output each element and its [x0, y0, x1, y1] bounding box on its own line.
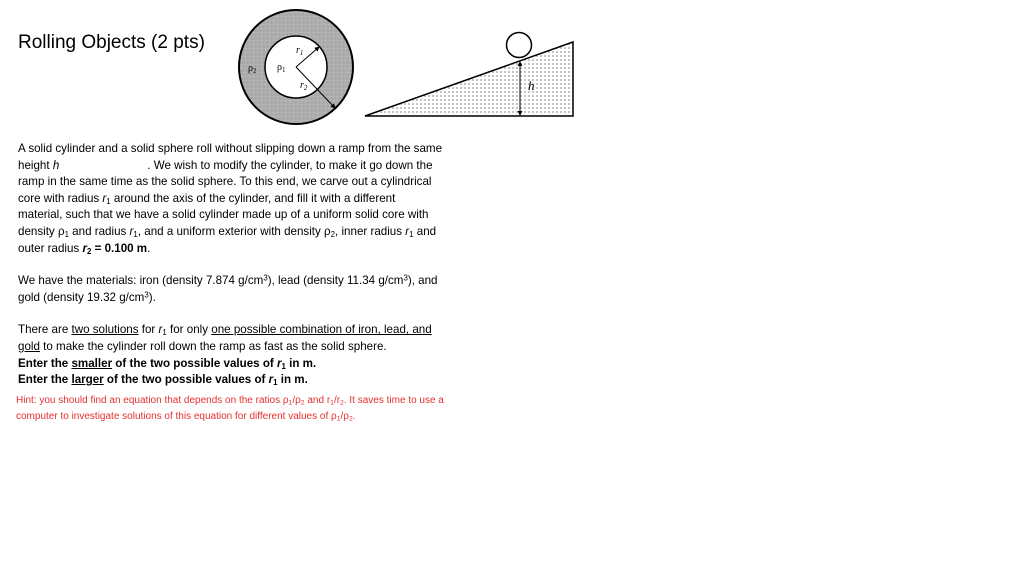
text-line: density $\rho_1$ and radius $r_1$, and a uniform exterior with density $\rho_2$, inner radius $r_1$ and [18, 224, 437, 239]
text-line: height h . We wish to modify the cylinder, to make it go down the [18, 158, 433, 172]
problem-text [18, 141, 491, 389]
paragraph-instructions [18, 322, 491, 388]
paragraph-materials [18, 273, 491, 306]
text-line: outer radius $r_2 = 0.100$ m. [18, 241, 151, 256]
height-label: h [528, 78, 535, 93]
hint-line: computer to investigate solutions of this equation for different values of $\rho_1/\rho_2$. [16, 410, 356, 423]
hint-line: Hint: you should find an equation that depends on the ratios $\rho_1/\rho_2$ and $r_1/r_2$. It saves time to use a [16, 395, 444, 407]
text-line: material, such that we have a solid cylinder made up of a uniform solid core with [18, 208, 429, 222]
text-line: ramp in the same time as the solid sphere. To this end, we carve out a cylindrical [18, 175, 432, 189]
cylinder-cross-section-figure [237, 8, 355, 126]
paragraph-description [18, 141, 491, 257]
rho1-label: $\rho_1$ [277, 62, 286, 74]
text-line: gold to make the cylinder roll down the ramp as fast as the solid sphere. [18, 339, 387, 353]
instruction-smaller: Enter the smaller of the two possible values of $r_1$ in m. [18, 356, 317, 371]
text-line: There are two solutions for $r_1$ for only one possible combination of iron, lead, and [18, 323, 432, 338]
page-title: Rolling Objects (2 pts) [18, 32, 205, 53]
hint-text [16, 393, 516, 424]
text-line: core with radius $r_1$ around the axis of the cylinder, and fill it with a different [18, 191, 396, 206]
text-line: gold (density 19.32 $g/cm^3$). [18, 290, 156, 304]
text-line: A solid cylinder and a solid sphere roll without slipping down a ramp from the same [18, 142, 443, 155]
rho2-label: $\rho_2$ [248, 63, 257, 75]
rolling-ball [507, 33, 532, 58]
ramp-figure [363, 26, 577, 120]
r1-label: $r_1$ [296, 45, 304, 57]
r2-label: $r_2$ [300, 80, 308, 92]
ramp [365, 42, 573, 116]
text-line: We have the materials: iron (density 7.874 $g/cm^3$), lead (density 11.34 $g/cm^3$), and [18, 273, 438, 288]
instruction-larger: Enter the larger of the two possible values of $r_1$ in m. [18, 373, 308, 388]
